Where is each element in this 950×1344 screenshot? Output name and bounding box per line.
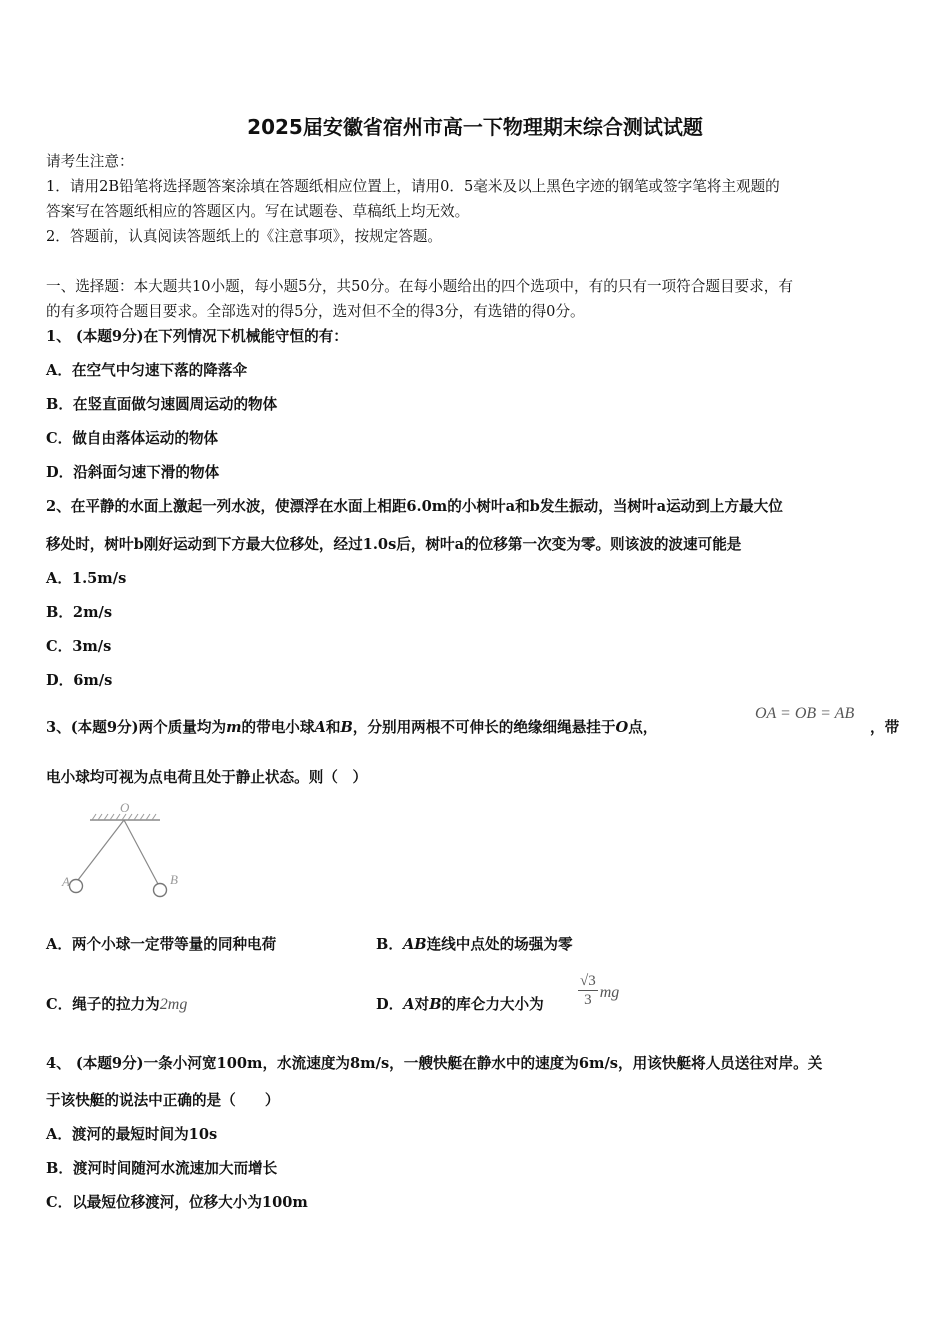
fraction-sqrt3-over-3: $\frac{√3}{3}$	[580, 973, 596, 1008]
q4-option-c: C．以最短位移渡河，位移大小为100m	[46, 1194, 308, 1211]
q1-option-b: B．在竖直面做匀速圆周运动的物体	[46, 396, 278, 413]
q3-stem-tail: ，带	[870, 719, 900, 736]
q2-option-a: A．1.5m/s	[46, 570, 127, 587]
label-b: B	[170, 872, 178, 887]
q4-stem-line1: 4、 (本题9分)一条小河宽100m，水流速度为8m/s，一艘快艇在静水中的速度为6m/s，用该快艇将人员送往对岸。关	[46, 1055, 823, 1072]
notice-item2: 2．答题前，认真阅读答题纸上的《注意事项》，按规定答题。	[46, 228, 443, 245]
q2-option-b: B．2m/s	[46, 604, 113, 621]
q2-stem-line1: 2、在平静的水面上激起一列水波，使漂浮在水面上相距6.0m的小树叶a和b发生振动，当树叶a运动到上方最大位	[46, 498, 783, 515]
string-ob	[124, 820, 158, 884]
string-oa	[78, 820, 124, 880]
notice-item1-line2: 答案写在答题纸相应的答题区内。写在试题卷、草稿纸上均无效。	[46, 203, 470, 220]
q2-stem-line2: 移处时，树叶b刚好运动到下方最大位移处，经过1.0s后，树叶a的位移第一次变为零。则该波的波速可能是	[46, 536, 742, 553]
q3-option-d-formula: $\frac{√3}{3}$ mg	[580, 973, 620, 1008]
q4-option-a: A．渡河的最短时间为10s	[46, 1126, 218, 1143]
section1-line1: 一、选择题：本大题共10小题，每小题5分，共50分。在每小题给出的四个选项中，有的只有一项符合题目要求，有	[46, 278, 793, 295]
section1-line2: 的有多项符合题目要求。全部选对的得5分，选对但不全的得3分，有选错的得0分。	[46, 303, 585, 320]
q3-option-d: D．A对B的库仑力大小为	[376, 996, 544, 1013]
q1-option-a: A．在空气中匀速下落的降落伞	[46, 362, 248, 379]
page-title: 2025届安徽省宿州市高一下物理期末综合测试试题	[247, 115, 703, 139]
q3-option-a: A．两个小球一定带等量的同种电荷	[46, 936, 277, 953]
q1-option-d: D．沿斜面匀速下滑的物体	[46, 464, 220, 481]
q4-option-b: B．渡河时间随河水流速加大而增长	[46, 1160, 278, 1177]
q3-stem-line1: 3、(本题9分)两个质量均为m的带电小球A和B，分别用两根不可伸长的绝缘细绳悬挂于O点，	[46, 719, 658, 736]
q3-option-b: B．AB连线中点处的场强为零	[376, 936, 573, 953]
label-a: A	[62, 874, 70, 889]
q2-option-c: C．3m/s	[46, 638, 112, 655]
ball-b	[154, 884, 167, 897]
notice-item1-line1: 1．请用2B铅笔将选择题答案涂填在答题纸相应位置上，请用0．5毫米及以上黑色字迹的钢笔或签字笔将主观题的	[46, 178, 780, 195]
q3-formula: OA = OB = AB	[755, 705, 855, 722]
q1-stem: 1、 (本题9分)在下列情况下机械能守恒的有：	[46, 328, 348, 345]
q3-pendulum-figure	[58, 798, 178, 918]
q1-option-c: C．做自由落体运动的物体	[46, 430, 219, 447]
ball-a	[70, 880, 83, 893]
notice-heading: 请考生注意：	[46, 153, 134, 170]
q4-stem-line2: 于该快艇的说法中正确的是（ ）	[46, 1092, 280, 1109]
q3-option-c: C．绳子的拉力为2mg	[46, 996, 188, 1013]
label-o: O	[120, 800, 130, 815]
q2-option-d: D．6m/s	[46, 672, 113, 689]
q3-stem-line2: 电小球均可视为点电荷且处于静止状态。则（ ）	[46, 769, 368, 786]
